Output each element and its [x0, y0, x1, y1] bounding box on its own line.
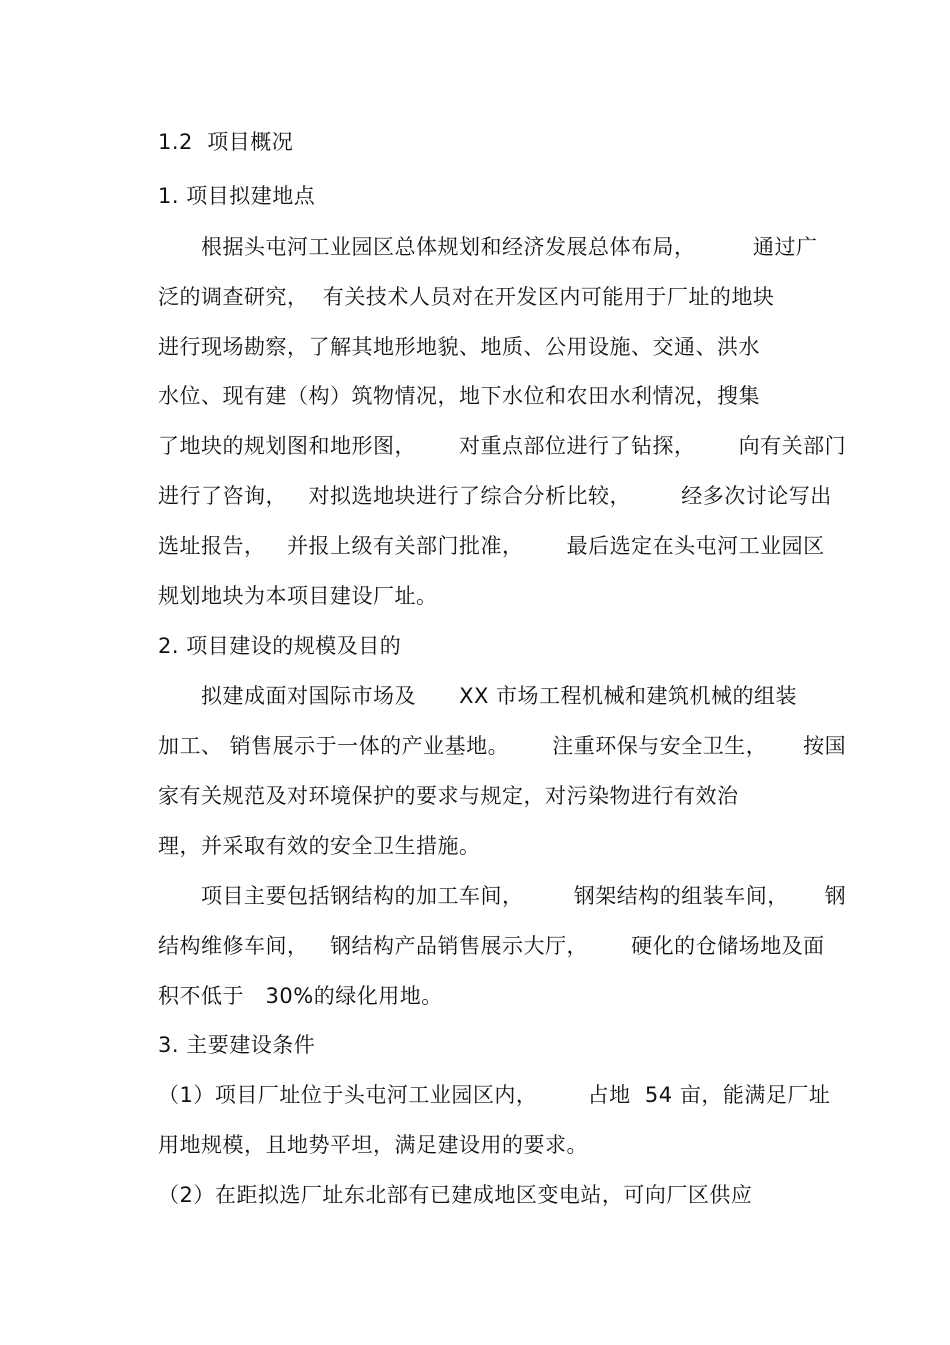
list-item: （1）项目厂址位于头屯河工业园区内， 占地 54 亩，能满足厂址: [158, 1083, 831, 1107]
subsection-heading: 3. 主要建设条件: [158, 1033, 316, 1057]
subsection-heading: 1. 项目拟建地点: [158, 184, 316, 208]
paragraph-line: 根据头屯河工业园区总体规划和经济发展总体布局， 通过广: [158, 235, 818, 259]
paragraph-line: 选址报告， 并报上级有关部门批准， 最后选定在头屯河工业园区: [158, 534, 825, 558]
paragraph-line: 进行现场勘察，了解其地形地貌、地质、公用设施、交通、洪水: [158, 335, 760, 359]
paragraph-line: 理，并采取有效的安全卫生措施。: [158, 834, 481, 858]
paragraph-line: 水位、现有建（构）筑物情况，地下水位和农田水利情况，搜集: [158, 384, 760, 408]
paragraph-line: 家有关规范及对环境保护的要求与规定，对污染物进行有效治: [158, 784, 739, 808]
paragraph-line: 结构维修车间， 钢结构产品销售展示大厅， 硬化的仓储场地及面: [158, 934, 825, 958]
paragraph-line: 规划地块为本项目建设厂址。: [158, 584, 438, 608]
paragraph-line: 用地规模，且地势平坦，满足建设用的要求。: [158, 1133, 588, 1157]
paragraph-line: 泛的调查研究， 有关技术人员对在开发区内可能用于厂址的地块: [158, 285, 775, 309]
paragraph-line: 加工、 销售展示于一体的产业基地。 注重环保与安全卫生， 按国: [158, 734, 847, 758]
list-item: （2）在距拟选厂址东北部有已建成地区变电站，可向厂区供应: [158, 1183, 753, 1207]
paragraph-line: 进行了咨询， 对拟选地块进行了综合分析比较， 经多次讨论写出: [158, 484, 832, 508]
section-heading: 1.2 项目概况: [158, 130, 294, 154]
paragraph-line: 了地块的规划图和地形图， 对重点部位进行了钻探， 向有关部门: [158, 434, 847, 458]
paragraph-line: 积不低于 30%的绿化用地。: [158, 984, 443, 1008]
paragraph-line: 项目主要包括钢结构的加工车间， 钢架结构的组装车间， 钢: [158, 884, 847, 908]
subsection-heading: 2. 项目建设的规模及目的: [158, 634, 402, 658]
paragraph-line: 拟建成面对国际市场及 XX 市场工程机械和建筑机械的组装: [158, 684, 798, 708]
